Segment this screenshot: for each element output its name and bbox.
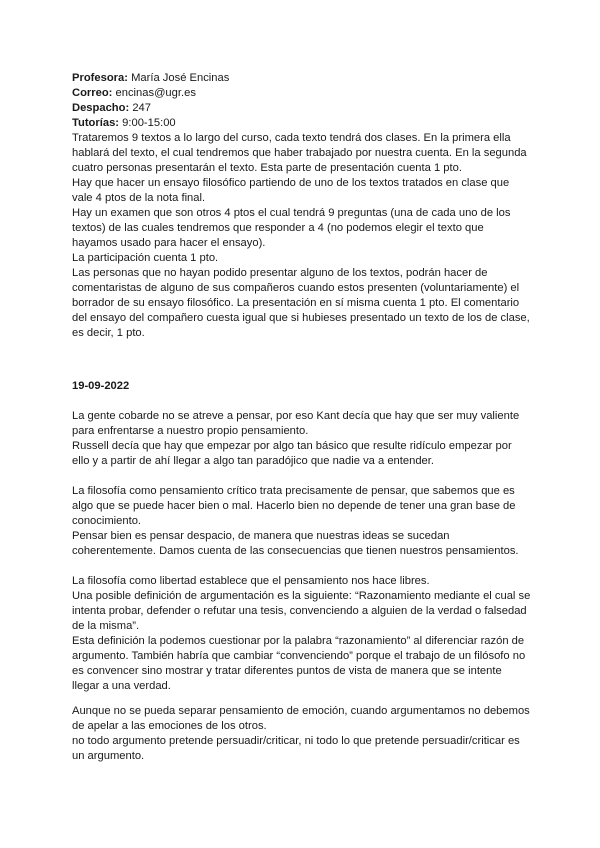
header-info [72, 71, 532, 131]
correo-label: Correo: [72, 87, 113, 99]
section-paragraph: no todo argumento pretende persuadir/criticar, ni todo lo que pretende persuadir/criticar es un argumento. [72, 735, 520, 762]
section-paragraph: La gente cobarde no se atreve a pensar, por eso Kant decía que hay que ser muy valiente para enfrentarse a nuestro propio pensamiento. [72, 410, 520, 437]
profesora-label: Profesora: [72, 72, 128, 84]
despacho-value: 247 [132, 102, 151, 114]
correo-value: encinas@ugr.es [115, 87, 196, 99]
intro-paragraph: Hay un examen que son otros 4 ptos el cual tendrá 9 preguntas (una de cada uno de los textos) de las cuales tendremos que responder a 4 (no podemos elegir el texto que hayamos usado para hacer el ensayo). [72, 207, 511, 249]
date-heading: 19-09-2022 [72, 380, 130, 392]
section-paragraph: Russell decía que hay que empezar por algo tan básico que resulte ridículo empezar por ello y a partir de ahí llegar a algo tan paradójico que nadie va a entender. [72, 440, 512, 467]
section-paragraph: Una posible definición de argumentación es la siguiente: “Razonamiento mediante el cual se intenta probar, defender o refutar una tesis, convenciendo a alguien de la verdad o falsedad de la misma”. [72, 590, 531, 632]
section-paragraph: Pensar bien es pensar despacio, de manera que nuestras ideas se sucedan coherentemente. Damos cuenta de las consecuencias que tienen nuestros pensamientos. [72, 530, 519, 557]
intro-paragraph: Hay que hacer un ensayo filosófico partiendo de uno de los textos tratados en clase que vale 4 ptos de la nota final. [72, 177, 510, 204]
intro-section [72, 131, 532, 341]
tutorias-line [72, 116, 532, 131]
intro-paragraph: Trataremos 9 textos a lo largo del curso, cada texto tendrá dos clases. En la primera ella hablará del texto, el cual tendremos que haber trabajado por nuestra cuenta. En la segunda cuatro personas presentarán el texto. Esta parte de presentación cuenta 1 pto. [72, 132, 527, 174]
section-paragraph: La filosofía como libertad establece que el pensamiento nos hace libres. [72, 575, 430, 587]
section-argumentacion [72, 574, 532, 694]
section-paragraph: Aunque no se pueda separar pensamiento de emoción, cuando argumentamos no debemos de apelar a las emociones de los otros. [72, 705, 530, 732]
tutorias-value: 9:00-15:00 [122, 117, 176, 129]
tutorias-label: Tutorías: [72, 117, 120, 129]
section-emociones [72, 704, 532, 764]
intro-paragraph: Las personas que no hayan podido presentar alguno de los textos, podrán hacer de comentaristas de alguno de sus compañeros cuando estos presenten (voluntariamente) el borrador de su ensayo filosófico. La presentación en sí misma cuenta 1 pto. El comentario del ensayo del compañero cuesta igual que si hubieses presentado un texto de los de clase, es decir, 1 pto. [72, 267, 530, 339]
profesora-value: María José Encinas [131, 72, 230, 84]
correo-line [72, 86, 532, 101]
section-kant-russell [72, 409, 532, 469]
despacho-line [72, 101, 532, 116]
profesora-line [72, 71, 532, 86]
despacho-label: Despacho: [72, 102, 130, 114]
section-pensamiento-critico [72, 484, 532, 559]
intro-paragraph: La participación cuenta 1 pto. [72, 252, 219, 264]
section-paragraph: La filosofía como pensamiento crítico trata precisamente de pensar, que sabemos que es algo que se puede hacer bien o mal. Hacerlo bien no depende de tener una gran base de conocimiento. [72, 485, 516, 527]
section-paragraph: Esta definición la podemos cuestionar por la palabra “razonamiento” al diferenciar razón de argumento. También habría que cambiar “convenciendo” porque el trabajo de un filósofo no es convencer sino mostrar y tratar diferentes puntos de vista de manera que se intente llegar a una verdad. [72, 635, 526, 692]
